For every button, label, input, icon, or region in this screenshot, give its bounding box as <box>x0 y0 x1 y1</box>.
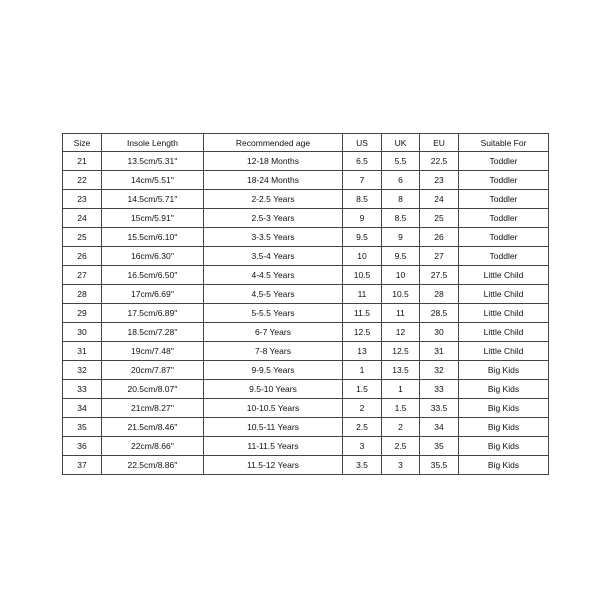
eu-size-cell: 22.5 <box>420 152 459 171</box>
uk-size-cell: 13.5 <box>382 361 420 380</box>
suitable-for-cell: Toddler <box>459 209 549 228</box>
table-row <box>63 304 549 323</box>
eu-size-cell: 33 <box>420 380 459 399</box>
recommended-age-cell: 3.5-4 Years <box>204 247 343 266</box>
recommended-age-cell: 11-11.5 Years <box>204 437 343 456</box>
recommended-age-cell: 6-7 Years <box>204 323 343 342</box>
eu-size-cell: 32 <box>420 361 459 380</box>
uk-size-cell: 8 <box>382 190 420 209</box>
recommended-age-cell: 12-18 Months <box>204 152 343 171</box>
eu-size-cell: 35 <box>420 437 459 456</box>
table-row <box>63 323 549 342</box>
suitable-for-cell: Toddler <box>459 190 549 209</box>
suitable-for-cell: Little Child <box>459 304 549 323</box>
size-cell: 21 <box>63 152 102 171</box>
size-cell: 32 <box>63 361 102 380</box>
us-size-cell: 9.5 <box>343 228 382 247</box>
eu-size-cell: 35.5 <box>420 456 459 475</box>
suitable-for-cell: Toddler <box>459 171 549 190</box>
insole-length-cell: 15cm/5.91'' <box>102 209 204 228</box>
size-cell: 35 <box>63 418 102 437</box>
insole-length-cell: 16cm/6.30'' <box>102 247 204 266</box>
table-row <box>63 247 549 266</box>
us-size-cell: 7 <box>343 171 382 190</box>
size-chart-header <box>63 134 549 152</box>
insole-length-cell: 20.5cm/8.07'' <box>102 380 204 399</box>
suitable-for-cell: Big Kids <box>459 361 549 380</box>
uk-size-cell: 1.5 <box>382 399 420 418</box>
us-size-cell: 10.5 <box>343 266 382 285</box>
us-size-cell: 6.5 <box>343 152 382 171</box>
table-row <box>63 342 549 361</box>
suitable-for-cell: Toddler <box>459 247 549 266</box>
eu-size-cell: 30 <box>420 323 459 342</box>
insole-length-cell: 18.5cm/7.28'' <box>102 323 204 342</box>
table-row <box>63 380 549 399</box>
us-size-cell: 2.5 <box>343 418 382 437</box>
insole-length-cell: 17.5cm/6.89'' <box>102 304 204 323</box>
suitable-for-cell: Big Kids <box>459 456 549 475</box>
us-size-cell: 1 <box>343 361 382 380</box>
recommended-age-cell: 10.5-11 Years <box>204 418 343 437</box>
size-cell: 33 <box>63 380 102 399</box>
size-cell: 23 <box>63 190 102 209</box>
column-header-insole-length: Insole Length <box>102 134 204 152</box>
suitable-for-cell: Toddler <box>459 152 549 171</box>
recommended-age-cell: 3-3.5 Years <box>204 228 343 247</box>
size-cell: 22 <box>63 171 102 190</box>
us-size-cell: 1.5 <box>343 380 382 399</box>
column-header-eu-size: EU <box>420 134 459 152</box>
insole-length-cell: 22.5cm/8.86'' <box>102 456 204 475</box>
table-row <box>63 228 549 247</box>
uk-size-cell: 10.5 <box>382 285 420 304</box>
header-row <box>63 134 549 152</box>
table-row <box>63 418 549 437</box>
uk-size-cell: 10 <box>382 266 420 285</box>
eu-size-cell: 23 <box>420 171 459 190</box>
table-row <box>63 152 549 171</box>
uk-size-cell: 9 <box>382 228 420 247</box>
eu-size-cell: 33.5 <box>420 399 459 418</box>
eu-size-cell: 28.5 <box>420 304 459 323</box>
table-row <box>63 171 549 190</box>
column-header-size: Size <box>63 134 102 152</box>
size-cell: 25 <box>63 228 102 247</box>
table-row <box>63 209 549 228</box>
insole-length-cell: 22cm/8.66'' <box>102 437 204 456</box>
eu-size-cell: 31 <box>420 342 459 361</box>
us-size-cell: 11 <box>343 285 382 304</box>
insole-length-cell: 14cm/5.51'' <box>102 171 204 190</box>
table-row <box>63 285 549 304</box>
recommended-age-cell: 9.5-10 Years <box>204 380 343 399</box>
size-chart-table <box>62 133 549 475</box>
recommended-age-cell: 10-10.5 Years <box>204 399 343 418</box>
recommended-age-cell: 2-2.5 Years <box>204 190 343 209</box>
uk-size-cell: 9.5 <box>382 247 420 266</box>
uk-size-cell: 1 <box>382 380 420 399</box>
insole-length-cell: 14.5cm/5.71'' <box>102 190 204 209</box>
eu-size-cell: 26 <box>420 228 459 247</box>
uk-size-cell: 8.5 <box>382 209 420 228</box>
suitable-for-cell: Little Child <box>459 266 549 285</box>
suitable-for-cell: Little Child <box>459 285 549 304</box>
us-size-cell: 3 <box>343 437 382 456</box>
suitable-for-cell: Big Kids <box>459 399 549 418</box>
us-size-cell: 13 <box>343 342 382 361</box>
uk-size-cell: 2.5 <box>382 437 420 456</box>
eu-size-cell: 28 <box>420 285 459 304</box>
insole-length-cell: 21.5cm/8.46'' <box>102 418 204 437</box>
column-header-suitable-for: Suitable For <box>459 134 549 152</box>
eu-size-cell: 27.5 <box>420 266 459 285</box>
size-cell: 36 <box>63 437 102 456</box>
us-size-cell: 9 <box>343 209 382 228</box>
size-cell: 27 <box>63 266 102 285</box>
insole-length-cell: 21cm/8.27'' <box>102 399 204 418</box>
column-header-recommended-age: Recommended age <box>204 134 343 152</box>
size-cell: 29 <box>63 304 102 323</box>
us-size-cell: 11.5 <box>343 304 382 323</box>
size-cell: 26 <box>63 247 102 266</box>
suitable-for-cell: Big Kids <box>459 380 549 399</box>
insole-length-cell: 17cm/6.69'' <box>102 285 204 304</box>
uk-size-cell: 11 <box>382 304 420 323</box>
recommended-age-cell: 4-4.5 Years <box>204 266 343 285</box>
size-cell: 37 <box>63 456 102 475</box>
table-row <box>63 361 549 380</box>
table-row <box>63 266 549 285</box>
insole-length-cell: 15.5cm/6.10'' <box>102 228 204 247</box>
insole-length-cell: 16.5cm/6.50'' <box>102 266 204 285</box>
insole-length-cell: 13.5cm/5.31'' <box>102 152 204 171</box>
insole-length-cell: 19cm/7.48'' <box>102 342 204 361</box>
table-row <box>63 437 549 456</box>
column-header-us-size: US <box>343 134 382 152</box>
size-cell: 28 <box>63 285 102 304</box>
recommended-age-cell: 2.5-3 Years <box>204 209 343 228</box>
suitable-for-cell: Big Kids <box>459 437 549 456</box>
uk-size-cell: 6 <box>382 171 420 190</box>
recommended-age-cell: 4.5-5 Years <box>204 285 343 304</box>
uk-size-cell: 12.5 <box>382 342 420 361</box>
eu-size-cell: 24 <box>420 190 459 209</box>
eu-size-cell: 34 <box>420 418 459 437</box>
eu-size-cell: 27 <box>420 247 459 266</box>
table-row <box>63 456 549 475</box>
size-cell: 30 <box>63 323 102 342</box>
size-cell: 31 <box>63 342 102 361</box>
suitable-for-cell: Little Child <box>459 323 549 342</box>
table-row <box>63 399 549 418</box>
size-cell: 24 <box>63 209 102 228</box>
uk-size-cell: 2 <box>382 418 420 437</box>
recommended-age-cell: 9-9.5 Years <box>204 361 343 380</box>
us-size-cell: 8.5 <box>343 190 382 209</box>
size-cell: 34 <box>63 399 102 418</box>
uk-size-cell: 3 <box>382 456 420 475</box>
table-row <box>63 190 549 209</box>
eu-size-cell: 25 <box>420 209 459 228</box>
uk-size-cell: 5.5 <box>382 152 420 171</box>
uk-size-cell: 12 <box>382 323 420 342</box>
suitable-for-cell: Toddler <box>459 228 549 247</box>
size-chart-body <box>63 152 549 475</box>
recommended-age-cell: 11.5-12 Years <box>204 456 343 475</box>
us-size-cell: 3.5 <box>343 456 382 475</box>
us-size-cell: 12.5 <box>343 323 382 342</box>
suitable-for-cell: Big Kids <box>459 418 549 437</box>
suitable-for-cell: Little Child <box>459 342 549 361</box>
us-size-cell: 10 <box>343 247 382 266</box>
recommended-age-cell: 18-24 Months <box>204 171 343 190</box>
recommended-age-cell: 5-5.5 Years <box>204 304 343 323</box>
column-header-uk-size: UK <box>382 134 420 152</box>
insole-length-cell: 20cm/7.87'' <box>102 361 204 380</box>
us-size-cell: 2 <box>343 399 382 418</box>
recommended-age-cell: 7-8 Years <box>204 342 343 361</box>
